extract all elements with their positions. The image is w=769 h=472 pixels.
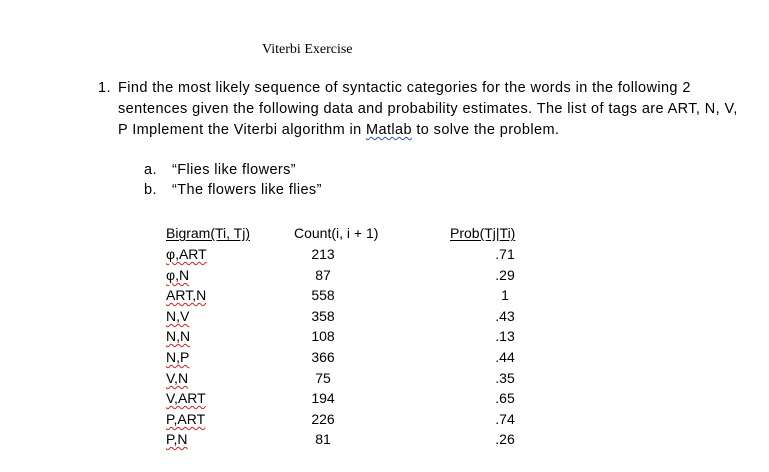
document-title: Viterbi Exercise — [262, 42, 353, 57]
cell-prob: .65 — [495, 390, 515, 406]
cell-count: 108 — [311, 328, 335, 344]
cell-bigram: φ,N — [166, 267, 190, 283]
cell-bigram: ART,N — [166, 287, 207, 303]
cell-bigram: φ,ART — [166, 246, 207, 262]
cell-bigram: P,N — [166, 431, 188, 447]
cell-prob: .13 — [495, 328, 515, 344]
cell-count: 194 — [311, 390, 335, 406]
cell-count: 558 — [311, 287, 335, 303]
question-text — [118, 78, 748, 141]
cell-count: 358 — [311, 308, 335, 324]
question-1 — [98, 78, 748, 141]
cell-bigram: N,P — [166, 349, 190, 365]
matlab-word: Matlab — [366, 122, 412, 138]
sentence-text: “The flowers like flies” — [172, 182, 322, 198]
header-bigram: Bigram(Ti, Tj) — [166, 225, 250, 241]
cell-prob: .35 — [495, 370, 515, 386]
cell-prob: .71 — [495, 246, 515, 262]
question-number: 1. — [98, 80, 111, 96]
cell-prob: 1 — [501, 287, 509, 303]
cell-bigram: P,ART — [166, 411, 206, 427]
cell-count: 81 — [315, 431, 331, 447]
cell-bigram: V,N — [166, 370, 189, 386]
cell-count: 366 — [311, 349, 335, 365]
cell-bigram: N,N — [166, 328, 191, 344]
cell-prob: .26 — [495, 431, 515, 447]
question-text-after: to solve the problem. — [411, 122, 560, 138]
cell-prob: .44 — [495, 349, 515, 365]
cell-count: 87 — [315, 267, 331, 283]
cell-prob: .29 — [495, 267, 515, 283]
sentence-marker: a. — [144, 162, 157, 178]
sentence-item-b — [144, 182, 322, 198]
sentence-text: “Flies like flowers” — [172, 162, 297, 178]
cell-count: 75 — [315, 370, 331, 386]
header-count: Count(i, i + 1) — [294, 225, 379, 241]
cell-prob: .74 — [495, 411, 515, 427]
cell-count: 213 — [311, 246, 335, 262]
sentence-marker: b. — [144, 182, 157, 198]
cell-bigram: V,ART — [166, 390, 206, 406]
cell-count: 226 — [311, 411, 335, 427]
question-text-before: Find the most likely sequence of syntactic categories for the words in the following 2 sentences given the following data and probability estimates. The list of tags are ART, N, V, P Implement the Viterbi algorithm in — [118, 80, 738, 138]
header-prob: Prob(Tj|Ti) — [450, 225, 516, 241]
cell-bigram: N,V — [166, 308, 190, 324]
cell-prob: .43 — [495, 308, 515, 324]
sentence-item-a — [144, 162, 296, 178]
